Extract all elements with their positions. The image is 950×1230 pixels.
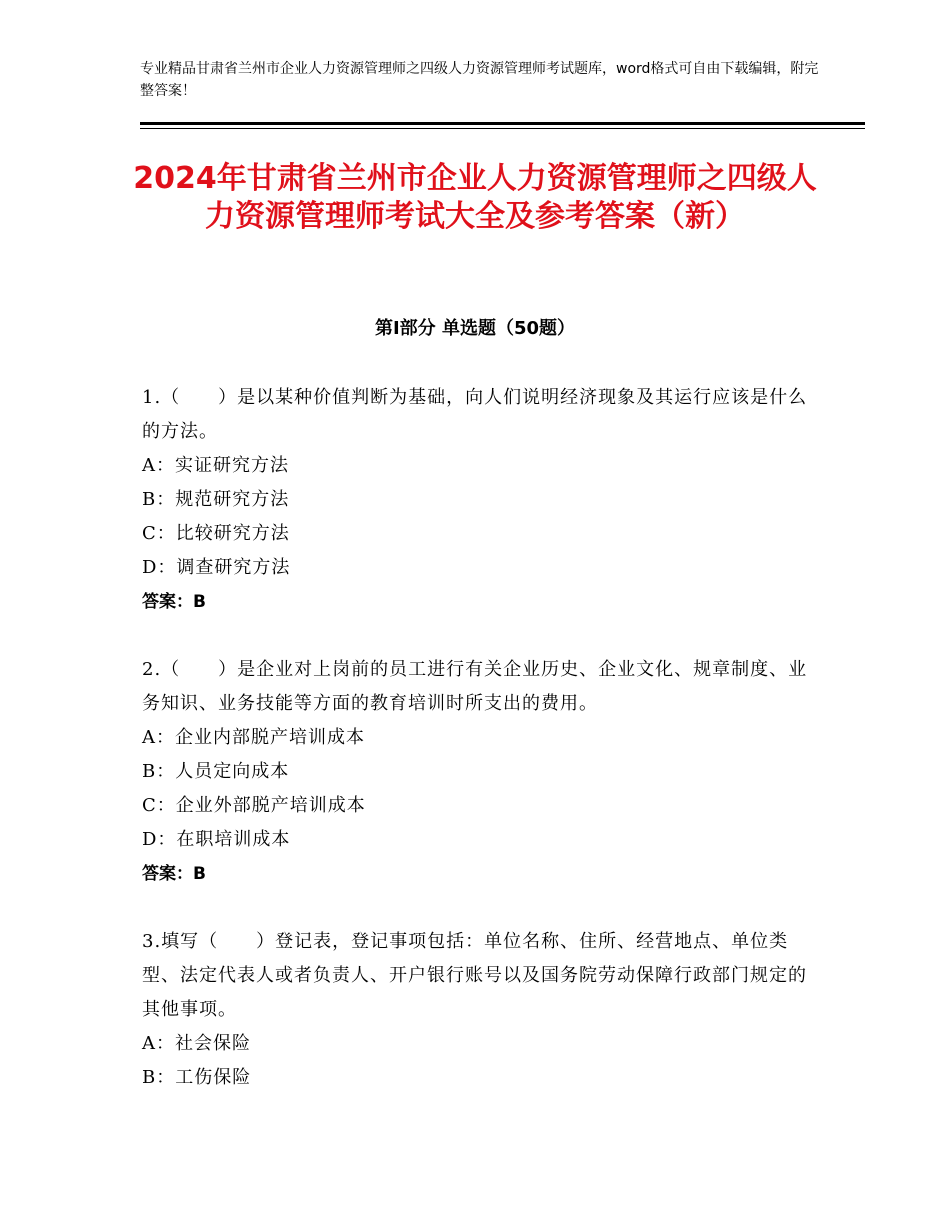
option-c: C：比较研究方法 — [142, 523, 290, 544]
header-note: 专业精品甘肃省兰州市企业人力资源管理师之四级人力资源管理师考试题库，word格式可自由下载编辑，附完整答案！ — [140, 61, 819, 99]
option-a: A：实证研究方法 — [142, 455, 289, 476]
option-d: D：在职培训成本 — [142, 829, 291, 850]
option-b: B：工伤保险 — [142, 1067, 252, 1088]
option-b: B：规范研究方法 — [142, 489, 290, 510]
question-list — [142, 381, 812, 1129]
option-c: C：企业外部脱产培训成本 — [142, 795, 366, 816]
question-1 — [142, 381, 812, 619]
question-stem: 3.填写（ ）登记表，登记事项包括：单位名称、住所、经营地点、单位类型、法定代表人或者负责人、开户银行账号以及国务院劳动保障行政部门规定的其他事项。 — [142, 931, 807, 1020]
option-a: A：社会保险 — [142, 1033, 251, 1054]
option-b: B：人员定向成本 — [142, 761, 290, 782]
document-title: 2024年甘肃省兰州市企业人力资源管理师之四级人力资源管理师考试大全及参考答案（新） — [133, 161, 817, 234]
question-2 — [142, 653, 812, 891]
question-3 — [142, 925, 812, 1095]
section-title: 第Ⅰ部分 单选题（50题） — [374, 318, 575, 339]
question-stem: 2.（ ）是企业对上岗前的员工进行有关企业历史、企业文化、规章制度、业务知识、业务技能等方面的教育培训时所支出的费用。 — [142, 659, 808, 714]
header-rule-thin — [140, 128, 865, 129]
option-a: A：企业内部脱产培训成本 — [142, 727, 365, 748]
question-stem: 1.（ ）是以某种价值判断为基础，向人们说明经济现象及其运行应该是什么的方法。 — [142, 387, 808, 442]
answer: 答案：B — [142, 592, 206, 612]
answer: 答案：B — [142, 864, 206, 884]
option-d: D：调查研究方法 — [142, 557, 291, 578]
header-rule-thick — [140, 122, 865, 125]
